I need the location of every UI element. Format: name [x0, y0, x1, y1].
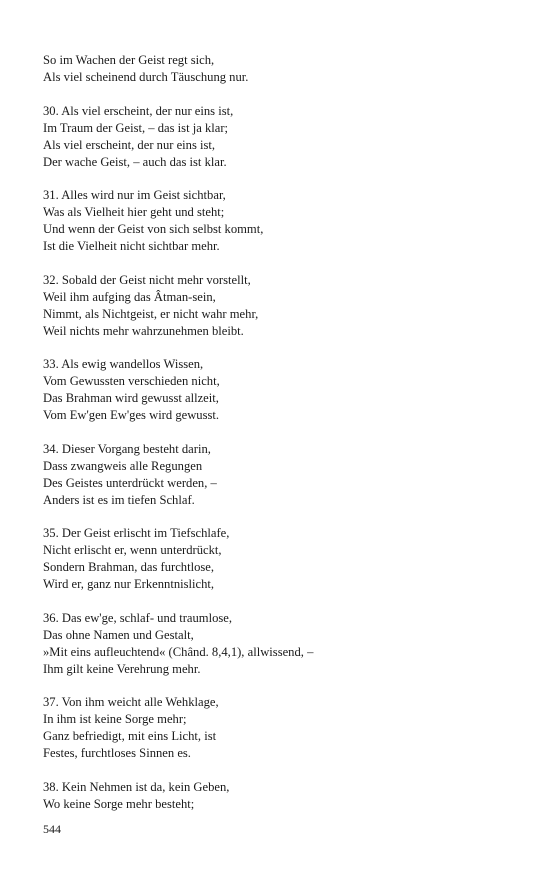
verse-line: Ist die Vielheit nicht sichtbar mehr. [43, 239, 220, 253]
verse-line: 36. Das ew'ge, schlaf- und traumlose, [43, 610, 233, 625]
stanza [43, 356, 523, 424]
verse-line: Ganz befriedigt, mit eins Licht, ist [43, 729, 217, 743]
verse-line: 35. Der Geist erlischt im Tiefschlafe, [43, 526, 230, 540]
verse-line: Wo keine Sorge mehr besteht; [43, 796, 195, 811]
verse-line: Nicht erlischt er, wenn unterdrückt, [43, 543, 222, 557]
verse-line: Und wenn der Geist von sich selbst kommt, [43, 222, 264, 236]
stanza [43, 52, 523, 86]
verse-line: Das ohne Namen und Gestalt, [43, 627, 194, 642]
verse-line: Vom Gewussten verschieden nicht, [43, 374, 220, 388]
verse-line: Vom Ew'gen Ew'ges wird gewusst. [43, 408, 220, 422]
verse-line: Des Geistes unterdrückt werden, – [43, 475, 217, 490]
text-body [43, 52, 523, 829]
verse-line: 32. Sobald der Geist nicht mehr vorstellt, [43, 272, 251, 287]
verse-line: Der wache Geist, – auch das ist klar. [43, 154, 227, 169]
verse-line: »Mit eins aufleuchtend« (Chând. 8,4,1), allwissend, – [43, 644, 314, 659]
verse-line: Sondern Brahman, das furchtlose, [43, 560, 215, 574]
verse-line: 33. Als ewig wandellos Wissen, [43, 357, 204, 371]
verse-line: Festes, furchtloses Sinnen es. [43, 746, 191, 760]
verse-line: Das Brahman wird gewusst allzeit, [43, 391, 219, 405]
verse-line: 31. Alles wird nur im Geist sichtbar, [43, 188, 226, 202]
verse-line: 30. Als viel erscheint, der nur eins ist, [43, 103, 234, 118]
verse-line: Weil ihm aufging das Âtman-sein, [43, 289, 216, 304]
stanza [43, 525, 523, 593]
verse-line: Im Traum der Geist, – das ist ja klar; [43, 120, 229, 135]
verse-line: 34. Dieser Vorgang besteht darin, [43, 441, 211, 456]
verse-line: Als viel erscheint, der nur eins ist, [43, 137, 216, 152]
stanza [43, 779, 523, 813]
verse-line: Was als Vielheit hier geht und steht; [43, 205, 225, 219]
stanza [43, 187, 523, 255]
verse-line: Anders ist es im tiefen Schlaf. [43, 492, 195, 507]
verse-line: So im Wachen der Geist regt sich, [43, 53, 215, 67]
verse-line: Dass zwangweis alle Regungen [43, 458, 203, 473]
verse-line: In ihm ist keine Sorge mehr; [43, 712, 187, 726]
stanza [43, 610, 523, 678]
verse-line: 37. Von ihm weicht alle Wehklage, [43, 695, 219, 709]
verse-line: 38. Kein Nehmen ist da, kein Geben, [43, 779, 230, 794]
verse-line: Als viel scheinend durch Täuschung nur. [43, 70, 249, 84]
verse-line: Ihm gilt keine Verehrung mehr. [43, 661, 201, 676]
verse-line: Wird er, ganz nur Erkenntnislicht, [43, 577, 215, 591]
page-number: 544 [43, 822, 61, 836]
verse-line: Weil nichts mehr wahrzunehmen bleibt. [43, 323, 244, 338]
stanza [43, 103, 523, 171]
verse-line: Nimmt, als Nichtgeist, er nicht wahr mehr, [43, 306, 259, 321]
stanza [43, 272, 523, 340]
stanza [43, 441, 523, 509]
stanza [43, 694, 523, 762]
